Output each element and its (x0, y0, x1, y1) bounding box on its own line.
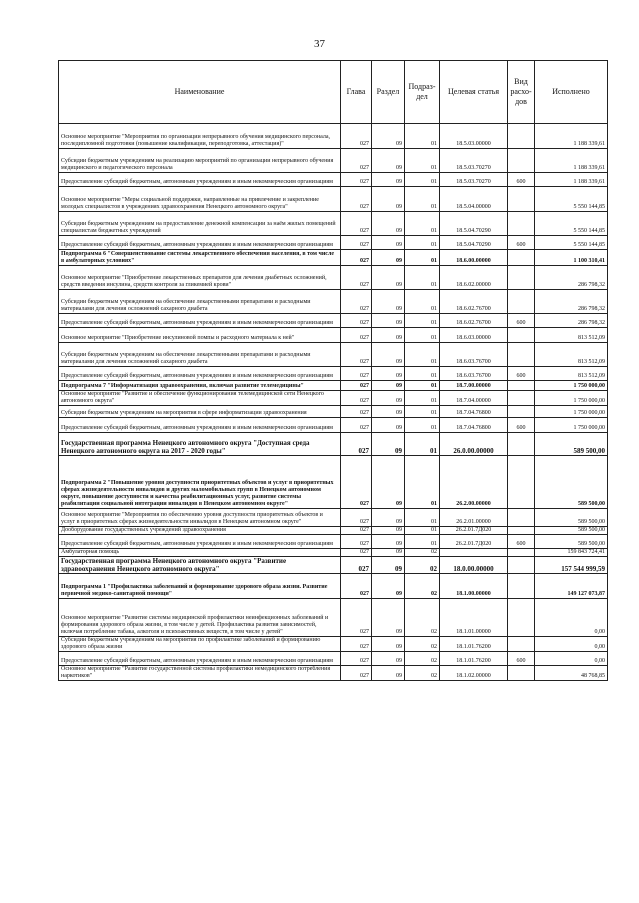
cell-glava: 027 (341, 124, 372, 149)
cell-podrazdel: 01 (405, 250, 440, 266)
cell-podrazdel: 01 (405, 527, 440, 535)
table-row (59, 314, 608, 328)
cell-done: 149 127 073,87 (535, 574, 608, 599)
cell-target: 18.1.00.00000 (440, 574, 508, 599)
cell-name: Основное мероприятие "Приобретение инсулиновой помпы и расходного материала к ней" (59, 328, 341, 343)
table-row (59, 557, 608, 574)
cell-vid (508, 599, 535, 637)
cell-razdel: 09 (372, 637, 405, 652)
cell-podrazdel: 01 (405, 535, 440, 549)
cell-podrazdel: 01 (405, 173, 440, 187)
cell-razdel: 09 (372, 343, 405, 367)
cell-podrazdel: 01 (405, 124, 440, 149)
cell-razdel: 09 (372, 652, 405, 666)
cell-target: 26.2.00.00000 (440, 456, 508, 509)
cell-name: Субсидии бюджетным учреждениям на обеспечение лекарственными препаратами и расходными материалами для лечения осложнений сахарного диабета (59, 343, 341, 367)
cell-vid (508, 406, 535, 418)
cell-done: 589 500,00 (535, 527, 608, 535)
table-row (59, 599, 608, 637)
cell-razdel: 09 (372, 290, 405, 314)
cell-vid: 600 (508, 367, 535, 381)
cell-glava: 027 (341, 637, 372, 652)
cell-podrazdel: 01 (405, 314, 440, 328)
cell-glava: 027 (341, 433, 372, 456)
table-header-row (59, 61, 608, 124)
cell-podrazdel: 02 (405, 557, 440, 574)
table-row (59, 250, 608, 266)
cell-name: Субсидии бюджетным учреждениям на мероприятия в сфере информатизации здравоохранения (59, 406, 341, 418)
cell-glava: 027 (341, 406, 372, 418)
cell-vid (508, 433, 535, 456)
cell-target: 18.5.03.00000 (440, 124, 508, 149)
table-row (59, 367, 608, 381)
cell-podrazdel: 01 (405, 418, 440, 433)
cell-vid (508, 456, 535, 509)
cell-podrazdel: 02 (405, 599, 440, 637)
cell-target: 18.6.03.00000 (440, 328, 508, 343)
cell-vid (508, 250, 535, 266)
cell-razdel: 09 (372, 391, 405, 406)
table-row (59, 549, 608, 557)
cell-done: 286 798,32 (535, 266, 608, 290)
cell-name: Предоставление субсидий бюджетным, автономным учреждениям и иным некоммерческим организациям (59, 367, 341, 381)
cell-done: 0,00 (535, 652, 608, 666)
cell-podrazdel: 01 (405, 328, 440, 343)
cell-glava: 027 (341, 418, 372, 433)
cell-name: Дооборудование государственных учреждений здравоохранения (59, 527, 341, 535)
cell-name: Основное мероприятие "Развитие и обеспечение функционирования телемедицинской сети Ненецкого автономного округа" (59, 391, 341, 406)
cell-vid (508, 509, 535, 527)
cell-name: Субсидии бюджетным учреждениям на обеспечение лекарственными препаратами и расходными материалами для лечения осложнений сахарного диабета (59, 290, 341, 314)
table-row (59, 212, 608, 236)
cell-target: 26.2.01.7Д020 (440, 527, 508, 535)
cell-podrazdel: 02 (405, 574, 440, 599)
table-row (59, 574, 608, 599)
cell-done: 48 768,85 (535, 666, 608, 681)
cell-podrazdel: 01 (405, 266, 440, 290)
cell-vid (508, 290, 535, 314)
cell-name: Предоставление субсидий бюджетным, автономным учреждениям и иным некоммерческим организациям (59, 236, 341, 250)
cell-name: Предоставление субсидий бюджетным, автономным учреждениям и иным некоммерческим организациям (59, 173, 341, 187)
cell-glava: 027 (341, 527, 372, 535)
table-row (59, 187, 608, 212)
header-name: Наименование (59, 61, 341, 124)
cell-podrazdel: 01 (405, 236, 440, 250)
cell-podrazdel: 01 (405, 391, 440, 406)
cell-target: 18.5.03.70270 (440, 173, 508, 187)
cell-done: 813 512,09 (535, 367, 608, 381)
cell-razdel: 09 (372, 509, 405, 527)
cell-done: 589 500,00 (535, 509, 608, 527)
table-row (59, 652, 608, 666)
page-number: 37 (314, 38, 325, 50)
cell-glava: 027 (341, 391, 372, 406)
cell-glava: 027 (341, 250, 372, 266)
cell-name: Подпрограмма 1 "Профилактика заболеваний и формирование здорового образа жизни. Развитие первичной медико-санитарной помощи" (59, 574, 341, 599)
cell-razdel: 09 (372, 527, 405, 535)
cell-vid: 600 (508, 535, 535, 549)
cell-target: 18.6.02.76700 (440, 290, 508, 314)
cell-podrazdel: 01 (405, 290, 440, 314)
cell-name: Основное мероприятие "Развитие государственной системы профилактики немедицинского потребления наркотиков" (59, 666, 341, 681)
cell-target: 18.6.03.76700 (440, 343, 508, 367)
cell-name: Амбулаторная помощь (59, 549, 341, 557)
table-row (59, 666, 608, 681)
cell-razdel: 09 (372, 418, 405, 433)
cell-name: Основное мероприятие "Развитие системы медицинской профилактики неинфекционных заболеваний и формирования здорового образа жизни, в том числе у детей. Профилактика развития зависимостей, включая потребление табака, алкоголя и психоактивных веществ, в том числе у детей" (59, 599, 341, 637)
budget-table (58, 60, 608, 681)
cell-name: Подпрограмма 7 "Информатизация здравоохранения, включая развитие телемедицины" (59, 381, 341, 391)
cell-glava: 027 (341, 599, 372, 637)
cell-target (440, 549, 508, 557)
cell-done: 589 500,00 (535, 535, 608, 549)
cell-target: 18.6.02.76700 (440, 314, 508, 328)
cell-podrazdel: 02 (405, 637, 440, 652)
cell-vid (508, 557, 535, 574)
cell-podrazdel: 01 (405, 367, 440, 381)
cell-glava: 027 (341, 290, 372, 314)
cell-podrazdel: 01 (405, 433, 440, 456)
cell-glava: 027 (341, 509, 372, 527)
cell-podrazdel: 01 (405, 343, 440, 367)
table-row (59, 236, 608, 250)
cell-name: Основное мероприятие "Приобретение лекарственных препаратов для лечения диабетных осложнений, средств введения инсулина, средств контроля за гликемией крови" (59, 266, 341, 290)
cell-razdel: 09 (372, 266, 405, 290)
table-row (59, 391, 608, 406)
cell-target: 18.6.03.76700 (440, 367, 508, 381)
cell-razdel: 09 (372, 666, 405, 681)
cell-name: Подпрограмма 2 "Повышение уровня доступности приоритетных объектов и услуг в приоритетных сферах жизнедеятельности инвалидов и других маломобильных групп в Ненецком автономном округе, повышение доступности и качества реабилитационных услуг, развитие системы реабилитации социальной интеграции инвалидов в Ненецком автономном округе" (59, 456, 341, 509)
table-row (59, 149, 608, 173)
cell-vid (508, 574, 535, 599)
cell-vid: 600 (508, 236, 535, 250)
cell-vid (508, 266, 535, 290)
cell-vid (508, 637, 535, 652)
cell-podrazdel: 01 (405, 406, 440, 418)
cell-vid (508, 212, 535, 236)
table-row (59, 381, 608, 391)
header-done: Исполнено (535, 61, 608, 124)
cell-target: 18.5.03.70270 (440, 149, 508, 173)
cell-name: Предоставление субсидий бюджетным, автономным учреждениям и иным некоммерческим организациям (59, 418, 341, 433)
cell-target: 18.1.01.76200 (440, 652, 508, 666)
table-row (59, 406, 608, 418)
cell-razdel: 09 (372, 250, 405, 266)
cell-done: 1 188 339,61 (535, 173, 608, 187)
cell-glava: 027 (341, 456, 372, 509)
cell-done: 5 550 144,85 (535, 187, 608, 212)
cell-name: Государственная программа Ненецкого автономного округа "Развитие здравоохранения Ненецкого автономного округа" (59, 557, 341, 574)
cell-name: Основное мероприятие "Меры социальной поддержки, направленные на привлечение и закрепление молодых специалистов в учреждениях здравоохранения Ненецкого автономного округа" (59, 187, 341, 212)
header-vid: Вид расхо-дов (508, 61, 535, 124)
cell-name: Субсидии бюджетным учреждениям на мероприятия по профилактике заболеваний и формированию здорового образа жизни (59, 637, 341, 652)
table-row (59, 637, 608, 652)
header-podrazdel: Подраз-дел (405, 61, 440, 124)
cell-target: 18.7.04.76800 (440, 418, 508, 433)
cell-target: 18.1.02.00000 (440, 666, 508, 681)
cell-glava: 027 (341, 236, 372, 250)
cell-podrazdel: 01 (405, 149, 440, 173)
cell-razdel: 09 (372, 173, 405, 187)
cell-vid: 600 (508, 418, 535, 433)
cell-vid (508, 391, 535, 406)
table-row (59, 290, 608, 314)
cell-podrazdel: 01 (405, 212, 440, 236)
cell-vid (508, 343, 535, 367)
cell-target: 18.5.04.00000 (440, 187, 508, 212)
cell-glava: 027 (341, 266, 372, 290)
cell-name: Предоставление субсидий бюджетным, автономным учреждениям и иным некоммерческим организациям (59, 314, 341, 328)
cell-vid (508, 527, 535, 535)
cell-done: 1 750 000,00 (535, 418, 608, 433)
cell-glava: 027 (341, 343, 372, 367)
cell-vid (508, 187, 535, 212)
table-row (59, 343, 608, 367)
cell-glava: 027 (341, 535, 372, 549)
cell-glava: 027 (341, 549, 372, 557)
cell-razdel: 09 (372, 367, 405, 381)
cell-target: 18.7.04.76800 (440, 406, 508, 418)
table-row (59, 535, 608, 549)
cell-done: 0,00 (535, 637, 608, 652)
header-razdel: Раздел (372, 61, 405, 124)
cell-vid (508, 666, 535, 681)
cell-done: 589 500,00 (535, 456, 608, 509)
cell-done: 286 798,32 (535, 314, 608, 328)
cell-razdel: 09 (372, 433, 405, 456)
cell-podrazdel: 01 (405, 509, 440, 527)
cell-glava: 027 (341, 574, 372, 599)
cell-done: 1 750 000,00 (535, 391, 608, 406)
cell-name: Государственная программа Ненецкого автономного округа "Доступная среда Ненецкого автономного округа на 2017 - 2020 годы" (59, 433, 341, 456)
cell-done: 1 188 339,61 (535, 149, 608, 173)
table-row (59, 509, 608, 527)
cell-podrazdel: 01 (405, 187, 440, 212)
cell-razdel: 09 (372, 406, 405, 418)
cell-glava: 027 (341, 328, 372, 343)
cell-done: 157 544 999,59 (535, 557, 608, 574)
cell-razdel: 09 (372, 149, 405, 173)
cell-podrazdel: 02 (405, 549, 440, 557)
cell-vid: 600 (508, 173, 535, 187)
cell-target: 18.6.02.00000 (440, 266, 508, 290)
cell-razdel: 09 (372, 236, 405, 250)
cell-name: Субсидии бюджетным учреждениям на реализацию мероприятий по организации непрерывного обучения медицинского и педагогического персонала (59, 149, 341, 173)
table-row (59, 266, 608, 290)
cell-razdel: 09 (372, 557, 405, 574)
cell-glava: 027 (341, 173, 372, 187)
cell-done: 286 798,32 (535, 290, 608, 314)
cell-vid: 600 (508, 314, 535, 328)
cell-target: 18.0.00.00000 (440, 557, 508, 574)
cell-name: Основное мероприятие "Мероприятия по организации непрерывного обучения медицинского персонала, последипломной подготовки (повышение квалификации, переподготовка, аттестация)" (59, 124, 341, 149)
cell-razdel: 09 (372, 599, 405, 637)
cell-vid: 600 (508, 652, 535, 666)
cell-done: 0,00 (535, 599, 608, 637)
cell-done: 5 550 144,85 (535, 212, 608, 236)
cell-glava: 027 (341, 149, 372, 173)
cell-podrazdel: 01 (405, 456, 440, 509)
cell-target: 18.1.01.00000 (440, 599, 508, 637)
cell-glava: 027 (341, 652, 372, 666)
cell-podrazdel: 01 (405, 381, 440, 391)
cell-target: 18.7.04.00000 (440, 391, 508, 406)
cell-podrazdel: 02 (405, 652, 440, 666)
table-row (59, 527, 608, 535)
cell-done: 813 512,09 (535, 343, 608, 367)
cell-razdel: 09 (372, 212, 405, 236)
cell-done: 5 550 144,85 (535, 236, 608, 250)
cell-target: 18.5.04.70290 (440, 236, 508, 250)
table-row (59, 173, 608, 187)
cell-razdel: 09 (372, 535, 405, 549)
table-row (59, 433, 608, 456)
cell-name: Предоставление субсидий бюджетным, автономным учреждениям и иным некоммерческим организациям (59, 535, 341, 549)
cell-razdel: 09 (372, 328, 405, 343)
cell-razdel: 09 (372, 381, 405, 391)
cell-vid (508, 124, 535, 149)
header-target: Целевая статья (440, 61, 508, 124)
cell-glava: 027 (341, 557, 372, 574)
cell-podrazdel: 02 (405, 666, 440, 681)
cell-done: 1 188 339,61 (535, 124, 608, 149)
cell-glava: 027 (341, 314, 372, 328)
cell-name: Подпрограмма 6 "Совершенствование системы лекарственного обеспечения населения, в том числе в амбулаторных условиях" (59, 250, 341, 266)
cell-name: Предоставление субсидий бюджетным, автономным учреждениям и иным некоммерческим организациям (59, 652, 341, 666)
cell-target: 18.6.00.00000 (440, 250, 508, 266)
cell-vid (508, 328, 535, 343)
cell-done: 1 100 310,41 (535, 250, 608, 266)
cell-target: 18.7.00.00000 (440, 381, 508, 391)
cell-done: 1 750 000,00 (535, 406, 608, 418)
cell-glava: 027 (341, 212, 372, 236)
cell-vid (508, 549, 535, 557)
cell-razdel: 09 (372, 124, 405, 149)
cell-target: 26.2.01.7Д020 (440, 535, 508, 549)
cell-target: 26.2.01.00000 (440, 509, 508, 527)
cell-target: 26.0.00.00000 (440, 433, 508, 456)
cell-target: 18.1.01.76200 (440, 637, 508, 652)
cell-vid (508, 381, 535, 391)
cell-done: 159 843 724,41 (535, 549, 608, 557)
cell-glava: 027 (341, 187, 372, 212)
cell-done: 589 500,00 (535, 433, 608, 456)
cell-name: Субсидии бюджетным учреждениям на предоставление денежной компенсации за наём жилых помещений специалистам бюджетных учреждений (59, 212, 341, 236)
table-row (59, 418, 608, 433)
cell-vid (508, 149, 535, 173)
table-row (59, 124, 608, 149)
cell-glava: 027 (341, 367, 372, 381)
table-body (59, 124, 608, 681)
cell-razdel: 09 (372, 187, 405, 212)
table-row (59, 328, 608, 343)
cell-glava: 027 (341, 381, 372, 391)
table-row (59, 456, 608, 509)
cell-razdel: 09 (372, 314, 405, 328)
cell-razdel: 09 (372, 574, 405, 599)
cell-razdel: 09 (372, 456, 405, 509)
cell-target: 18.5.04.70290 (440, 212, 508, 236)
cell-done: 1 750 000,00 (535, 381, 608, 391)
header-glava: Глава (341, 61, 372, 124)
cell-name: Основное мероприятие "Мероприятия по обеспечению уровня доступности приоритетных объектов и услуг в приоритетных сферах жизнедеятельности инвалидов в Ненецком автономном округе" (59, 509, 341, 527)
cell-done: 813 512,09 (535, 328, 608, 343)
cell-glava: 027 (341, 666, 372, 681)
cell-razdel: 09 (372, 549, 405, 557)
